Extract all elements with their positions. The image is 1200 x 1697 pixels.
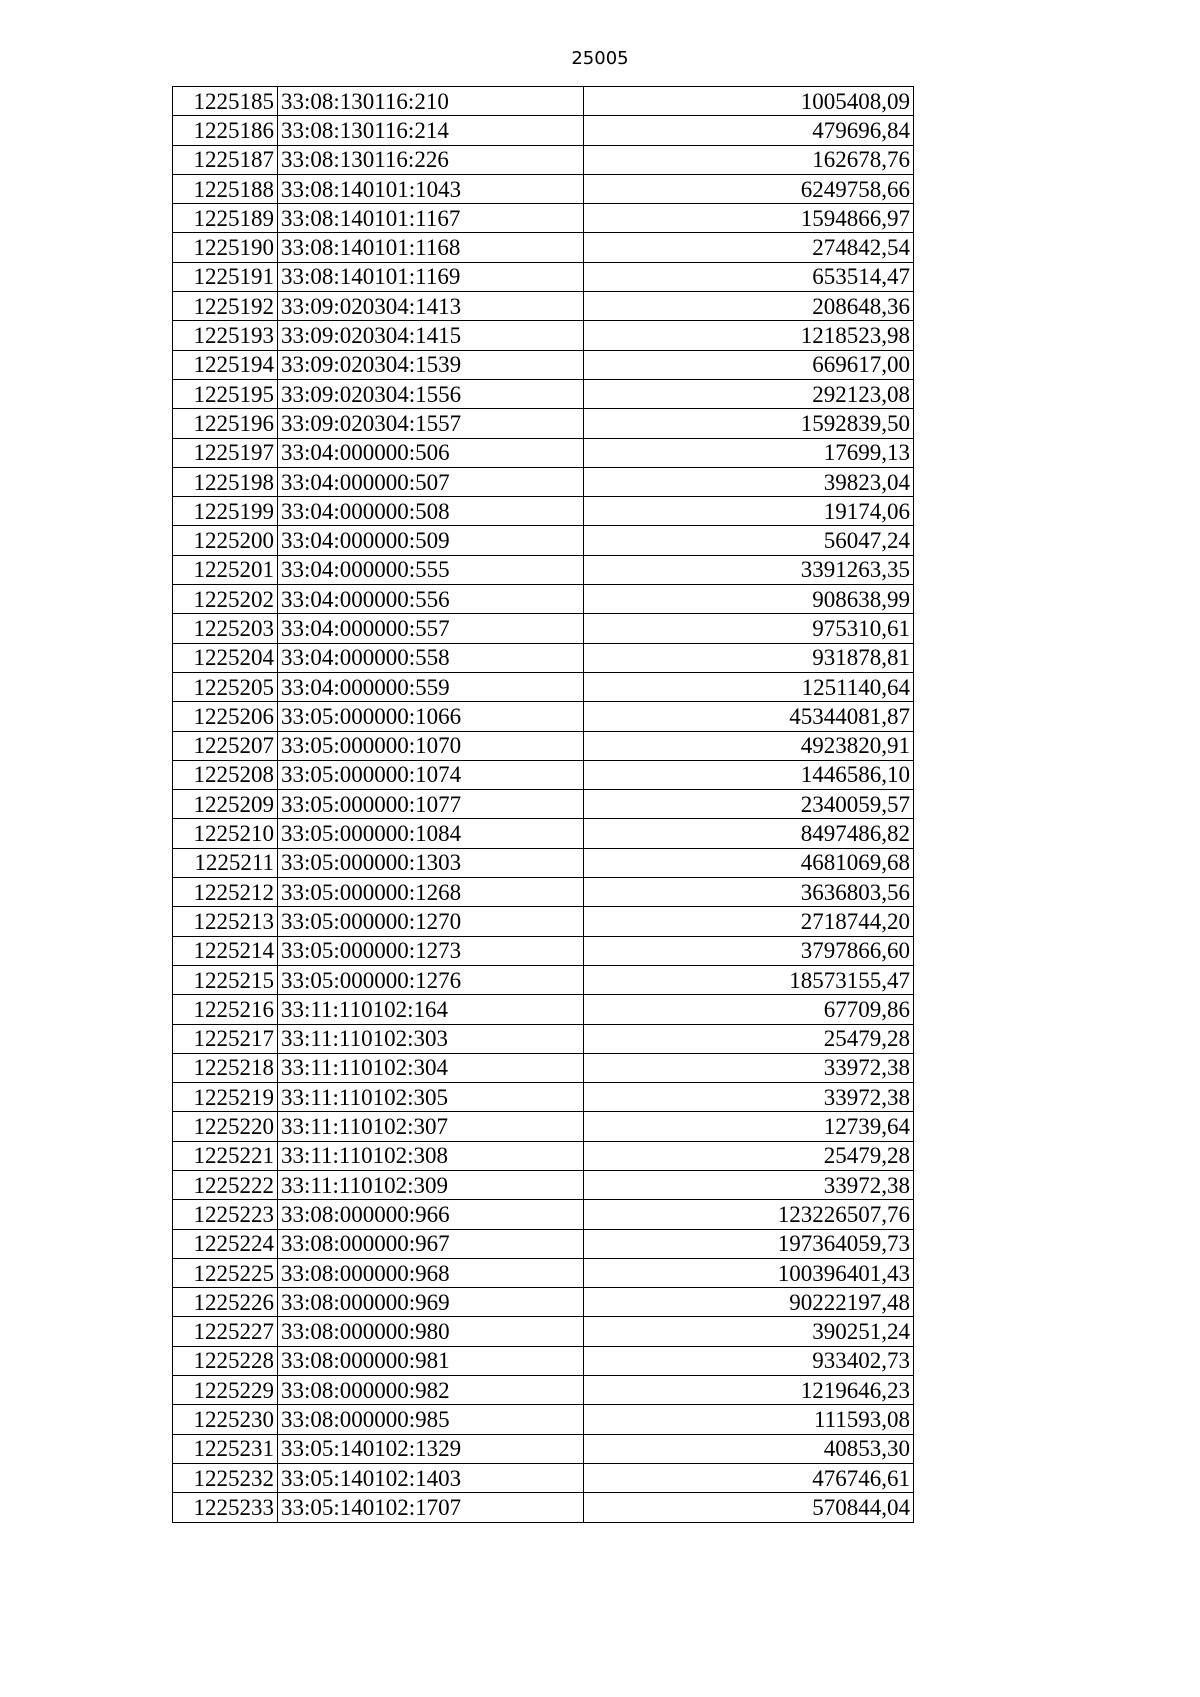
cadastral-number-cell: 33:04:000000:555 <box>278 555 584 584</box>
cadastral-value-cell: 3391263,35 <box>584 555 914 584</box>
record-id-cell: 1225194 <box>173 350 278 379</box>
record-id-cell: 1225185 <box>173 87 278 116</box>
table-row <box>173 1288 914 1317</box>
cadastral-value-cell: 476746,61 <box>584 1463 914 1492</box>
record-id-cell: 1225205 <box>173 672 278 701</box>
record-id-cell: 1225199 <box>173 497 278 526</box>
cadastral-number-cell: 33:08:000000:968 <box>278 1258 584 1287</box>
record-id-cell: 1225188 <box>173 174 278 203</box>
cadastral-value-cell: 6249758,66 <box>584 174 914 203</box>
cadastral-value-cell: 3797866,60 <box>584 936 914 965</box>
cadastral-number-cell: 33:04:000000:507 <box>278 467 584 496</box>
cadastral-number-cell: 33:05:000000:1268 <box>278 878 584 907</box>
record-id-cell: 1225233 <box>173 1493 278 1522</box>
table-row <box>173 1463 914 1492</box>
cadastral-value-cell: 25479,28 <box>584 1141 914 1170</box>
cadastral-number-cell: 33:08:140101:1168 <box>278 233 584 262</box>
cadastral-value-cell: 19174,06 <box>584 497 914 526</box>
record-id-cell: 1225220 <box>173 1112 278 1141</box>
cadastral-number-cell: 33:05:000000:1276 <box>278 965 584 994</box>
cadastral-value-cell: 90222197,48 <box>584 1288 914 1317</box>
record-id-cell: 1225193 <box>173 321 278 350</box>
record-id-cell: 1225214 <box>173 936 278 965</box>
cadastral-value-cell: 4923820,91 <box>584 731 914 760</box>
table-row <box>173 614 914 643</box>
cadastral-number-cell: 33:08:130116:226 <box>278 145 584 174</box>
cadastral-number-cell: 33:08:000000:967 <box>278 1229 584 1258</box>
table-row <box>173 1112 914 1141</box>
cadastral-value-cell: 162678,76 <box>584 145 914 174</box>
record-id-cell: 1225189 <box>173 204 278 233</box>
record-id-cell: 1225200 <box>173 526 278 555</box>
table-row <box>173 262 914 291</box>
table-row <box>173 878 914 907</box>
table-row <box>173 760 914 789</box>
table-row <box>173 438 914 467</box>
cadastral-value-cell: 40853,30 <box>584 1434 914 1463</box>
cadastral-number-cell: 33:09:020304:1415 <box>278 321 584 350</box>
cadastral-value-cell: 1218523,98 <box>584 321 914 350</box>
cadastral-value-cell: 975310,61 <box>584 614 914 643</box>
cadastral-number-cell: 33:04:000000:556 <box>278 585 584 614</box>
table-row <box>173 702 914 731</box>
cadastral-value-cell: 208648,36 <box>584 292 914 321</box>
record-id-cell: 1225227 <box>173 1317 278 1346</box>
record-id-cell: 1225191 <box>173 262 278 291</box>
cadastral-number-cell: 33:05:000000:1303 <box>278 848 584 877</box>
table-row <box>173 907 914 936</box>
cadastral-value-cell: 8497486,82 <box>584 819 914 848</box>
record-id-cell: 1225218 <box>173 1053 278 1082</box>
record-id-cell: 1225226 <box>173 1288 278 1317</box>
cadastral-value-cell: 67709,86 <box>584 995 914 1024</box>
table-row <box>173 321 914 350</box>
record-id-cell: 1225209 <box>173 790 278 819</box>
record-id-cell: 1225228 <box>173 1346 278 1375</box>
cadastral-value-cell: 1594866,97 <box>584 204 914 233</box>
table-row <box>173 350 914 379</box>
record-id-cell: 1225198 <box>173 467 278 496</box>
cadastral-value-cell: 669617,00 <box>584 350 914 379</box>
record-id-cell: 1225207 <box>173 731 278 760</box>
cadastral-value-cell: 1592839,50 <box>584 409 914 438</box>
table-row <box>173 585 914 614</box>
record-id-cell: 1225190 <box>173 233 278 262</box>
cadastral-number-cell: 33:11:110102:303 <box>278 1024 584 1053</box>
table-row <box>173 526 914 555</box>
table-row <box>173 965 914 994</box>
table-row <box>173 1083 914 1112</box>
table-row <box>173 379 914 408</box>
record-id-cell: 1225230 <box>173 1405 278 1434</box>
table-row <box>173 204 914 233</box>
table-row <box>173 1024 914 1053</box>
cadastral-number-cell: 33:11:110102:309 <box>278 1170 584 1199</box>
cadastral-value-cell: 56047,24 <box>584 526 914 555</box>
cadastral-number-cell: 33:04:000000:559 <box>278 672 584 701</box>
table-row <box>173 1317 914 1346</box>
table-row <box>173 292 914 321</box>
table-row <box>173 1405 914 1434</box>
record-id-cell: 1225203 <box>173 614 278 643</box>
cadastral-value-cell: 931878,81 <box>584 643 914 672</box>
table-row <box>173 1053 914 1082</box>
table-row <box>173 995 914 1024</box>
cadastral-value-cell: 479696,84 <box>584 116 914 145</box>
cadastral-number-cell: 33:09:020304:1556 <box>278 379 584 408</box>
cadastral-number-cell: 33:08:000000:980 <box>278 1317 584 1346</box>
table-row <box>173 1376 914 1405</box>
cadastral-number-cell: 33:08:130116:210 <box>278 87 584 116</box>
record-id-cell: 1225219 <box>173 1083 278 1112</box>
cadastral-value-cell: 39823,04 <box>584 467 914 496</box>
table-row <box>173 1200 914 1229</box>
cadastral-value-cell: 292123,08 <box>584 379 914 408</box>
table-row <box>173 819 914 848</box>
record-id-cell: 1225232 <box>173 1463 278 1492</box>
cadastral-value-cell: 197364059,73 <box>584 1229 914 1258</box>
record-id-cell: 1225225 <box>173 1258 278 1287</box>
record-id-cell: 1225197 <box>173 438 278 467</box>
cadastral-number-cell: 33:08:000000:981 <box>278 1346 584 1375</box>
cadastral-number-cell: 33:11:110102:307 <box>278 1112 584 1141</box>
record-id-cell: 1225186 <box>173 116 278 145</box>
cadastral-value-cell: 2718744,20 <box>584 907 914 936</box>
cadastral-value-cell: 2340059,57 <box>584 790 914 819</box>
record-id-cell: 1225204 <box>173 643 278 672</box>
record-id-cell: 1225222 <box>173 1170 278 1199</box>
cadastral-value-cell: 274842,54 <box>584 233 914 262</box>
cadastral-number-cell: 33:09:020304:1413 <box>278 292 584 321</box>
cadastral-number-cell: 33:04:000000:558 <box>278 643 584 672</box>
cadastral-number-cell: 33:05:000000:1070 <box>278 731 584 760</box>
table-row <box>173 145 914 174</box>
cadastral-number-cell: 33:08:000000:969 <box>278 1288 584 1317</box>
cadastral-value-cell: 933402,73 <box>584 1346 914 1375</box>
cadastral-number-cell: 33:08:140101:1169 <box>278 262 584 291</box>
table-row <box>173 1258 914 1287</box>
cadastral-value-cell: 390251,24 <box>584 1317 914 1346</box>
table-body <box>173 87 914 1523</box>
table-row <box>173 233 914 262</box>
table-row <box>173 409 914 438</box>
record-id-cell: 1225223 <box>173 1200 278 1229</box>
table-row <box>173 731 914 760</box>
table-row <box>173 1346 914 1375</box>
cadastral-number-cell: 33:05:000000:1077 <box>278 790 584 819</box>
cadastral-value-cell: 33972,38 <box>584 1053 914 1082</box>
record-id-cell: 1225196 <box>173 409 278 438</box>
table-row <box>173 936 914 965</box>
table-row <box>173 1434 914 1463</box>
table-row <box>173 116 914 145</box>
cadastral-value-cell: 17699,13 <box>584 438 914 467</box>
cadastral-number-cell: 33:11:110102:164 <box>278 995 584 1024</box>
record-id-cell: 1225213 <box>173 907 278 936</box>
record-id-cell: 1225221 <box>173 1141 278 1170</box>
cadastral-number-cell: 33:11:110102:308 <box>278 1141 584 1170</box>
cadastral-value-cell: 653514,47 <box>584 262 914 291</box>
record-id-cell: 1225217 <box>173 1024 278 1053</box>
table-row <box>173 790 914 819</box>
cadastral-value-cell: 25479,28 <box>584 1024 914 1053</box>
record-id-cell: 1225201 <box>173 555 278 584</box>
cadastral-value-cell: 1219646,23 <box>584 1376 914 1405</box>
cadastral-value-cell: 123226507,76 <box>584 1200 914 1229</box>
cadastral-number-cell: 33:08:130116:214 <box>278 116 584 145</box>
cadastral-number-cell: 33:04:000000:557 <box>278 614 584 643</box>
cadastral-value-cell: 45344081,87 <box>584 702 914 731</box>
cadastral-value-cell: 1251140,64 <box>584 672 914 701</box>
cadastral-value-cell: 1005408,09 <box>584 87 914 116</box>
cadastral-value-cell: 18573155,47 <box>584 965 914 994</box>
table-row <box>173 497 914 526</box>
cadastral-number-cell: 33:08:000000:982 <box>278 1376 584 1405</box>
record-id-cell: 1225212 <box>173 878 278 907</box>
cadastral-value-cell: 100396401,43 <box>584 1258 914 1287</box>
record-id-cell: 1225224 <box>173 1229 278 1258</box>
cadastral-number-cell: 33:08:140101:1043 <box>278 174 584 203</box>
cadastral-number-cell: 33:05:140102:1707 <box>278 1493 584 1522</box>
record-id-cell: 1225187 <box>173 145 278 174</box>
cadastral-number-cell: 33:11:110102:305 <box>278 1083 584 1112</box>
record-id-cell: 1225202 <box>173 585 278 614</box>
cadastral-number-cell: 33:11:110102:304 <box>278 1053 584 1082</box>
cadastral-number-cell: 33:05:000000:1084 <box>278 819 584 848</box>
cadastral-value-cell: 33972,38 <box>584 1170 914 1199</box>
cadastral-value-cell: 33972,38 <box>584 1083 914 1112</box>
table-row <box>173 1170 914 1199</box>
record-id-cell: 1225216 <box>173 995 278 1024</box>
table-row <box>173 1141 914 1170</box>
cadastral-number-cell: 33:05:000000:1270 <box>278 907 584 936</box>
record-id-cell: 1225231 <box>173 1434 278 1463</box>
cadastral-number-cell: 33:09:020304:1539 <box>278 350 584 379</box>
table-row <box>173 672 914 701</box>
record-id-cell: 1225215 <box>173 965 278 994</box>
record-id-cell: 1225210 <box>173 819 278 848</box>
record-id-cell: 1225208 <box>173 760 278 789</box>
table-row <box>173 467 914 496</box>
cadastral-number-cell: 33:08:140101:1167 <box>278 204 584 233</box>
cadastral-value-table <box>172 86 914 1523</box>
cadastral-value-cell: 908638,99 <box>584 585 914 614</box>
table-row <box>173 848 914 877</box>
cadastral-value-cell: 12739,64 <box>584 1112 914 1141</box>
record-id-cell: 1225211 <box>173 848 278 877</box>
page-number: 25005 <box>571 48 629 69</box>
cadastral-value-cell: 1446586,10 <box>584 760 914 789</box>
table-row <box>173 1229 914 1258</box>
cadastral-number-cell: 33:09:020304:1557 <box>278 409 584 438</box>
table-row <box>173 87 914 116</box>
record-id-cell: 1225195 <box>173 379 278 408</box>
table-row <box>173 174 914 203</box>
table-row <box>173 1493 914 1522</box>
cadastral-number-cell: 33:05:140102:1403 <box>278 1463 584 1492</box>
record-id-cell: 1225229 <box>173 1376 278 1405</box>
cadastral-number-cell: 33:05:000000:1074 <box>278 760 584 789</box>
cadastral-number-cell: 33:05:140102:1329 <box>278 1434 584 1463</box>
cadastral-number-cell: 33:08:000000:985 <box>278 1405 584 1434</box>
cadastral-value-cell: 4681069,68 <box>584 848 914 877</box>
record-id-cell: 1225192 <box>173 292 278 321</box>
cadastral-number-cell: 33:05:000000:1066 <box>278 702 584 731</box>
table-row <box>173 643 914 672</box>
cadastral-number-cell: 33:04:000000:508 <box>278 497 584 526</box>
cadastral-number-cell: 33:04:000000:509 <box>278 526 584 555</box>
cadastral-number-cell: 33:08:000000:966 <box>278 1200 584 1229</box>
cadastral-number-cell: 33:04:000000:506 <box>278 438 584 467</box>
record-id-cell: 1225206 <box>173 702 278 731</box>
cadastral-number-cell: 33:05:000000:1273 <box>278 936 584 965</box>
cadastral-value-cell: 570844,04 <box>584 1493 914 1522</box>
table-row <box>173 555 914 584</box>
cadastral-value-cell: 3636803,56 <box>584 878 914 907</box>
cadastral-value-cell: 111593,08 <box>584 1405 914 1434</box>
